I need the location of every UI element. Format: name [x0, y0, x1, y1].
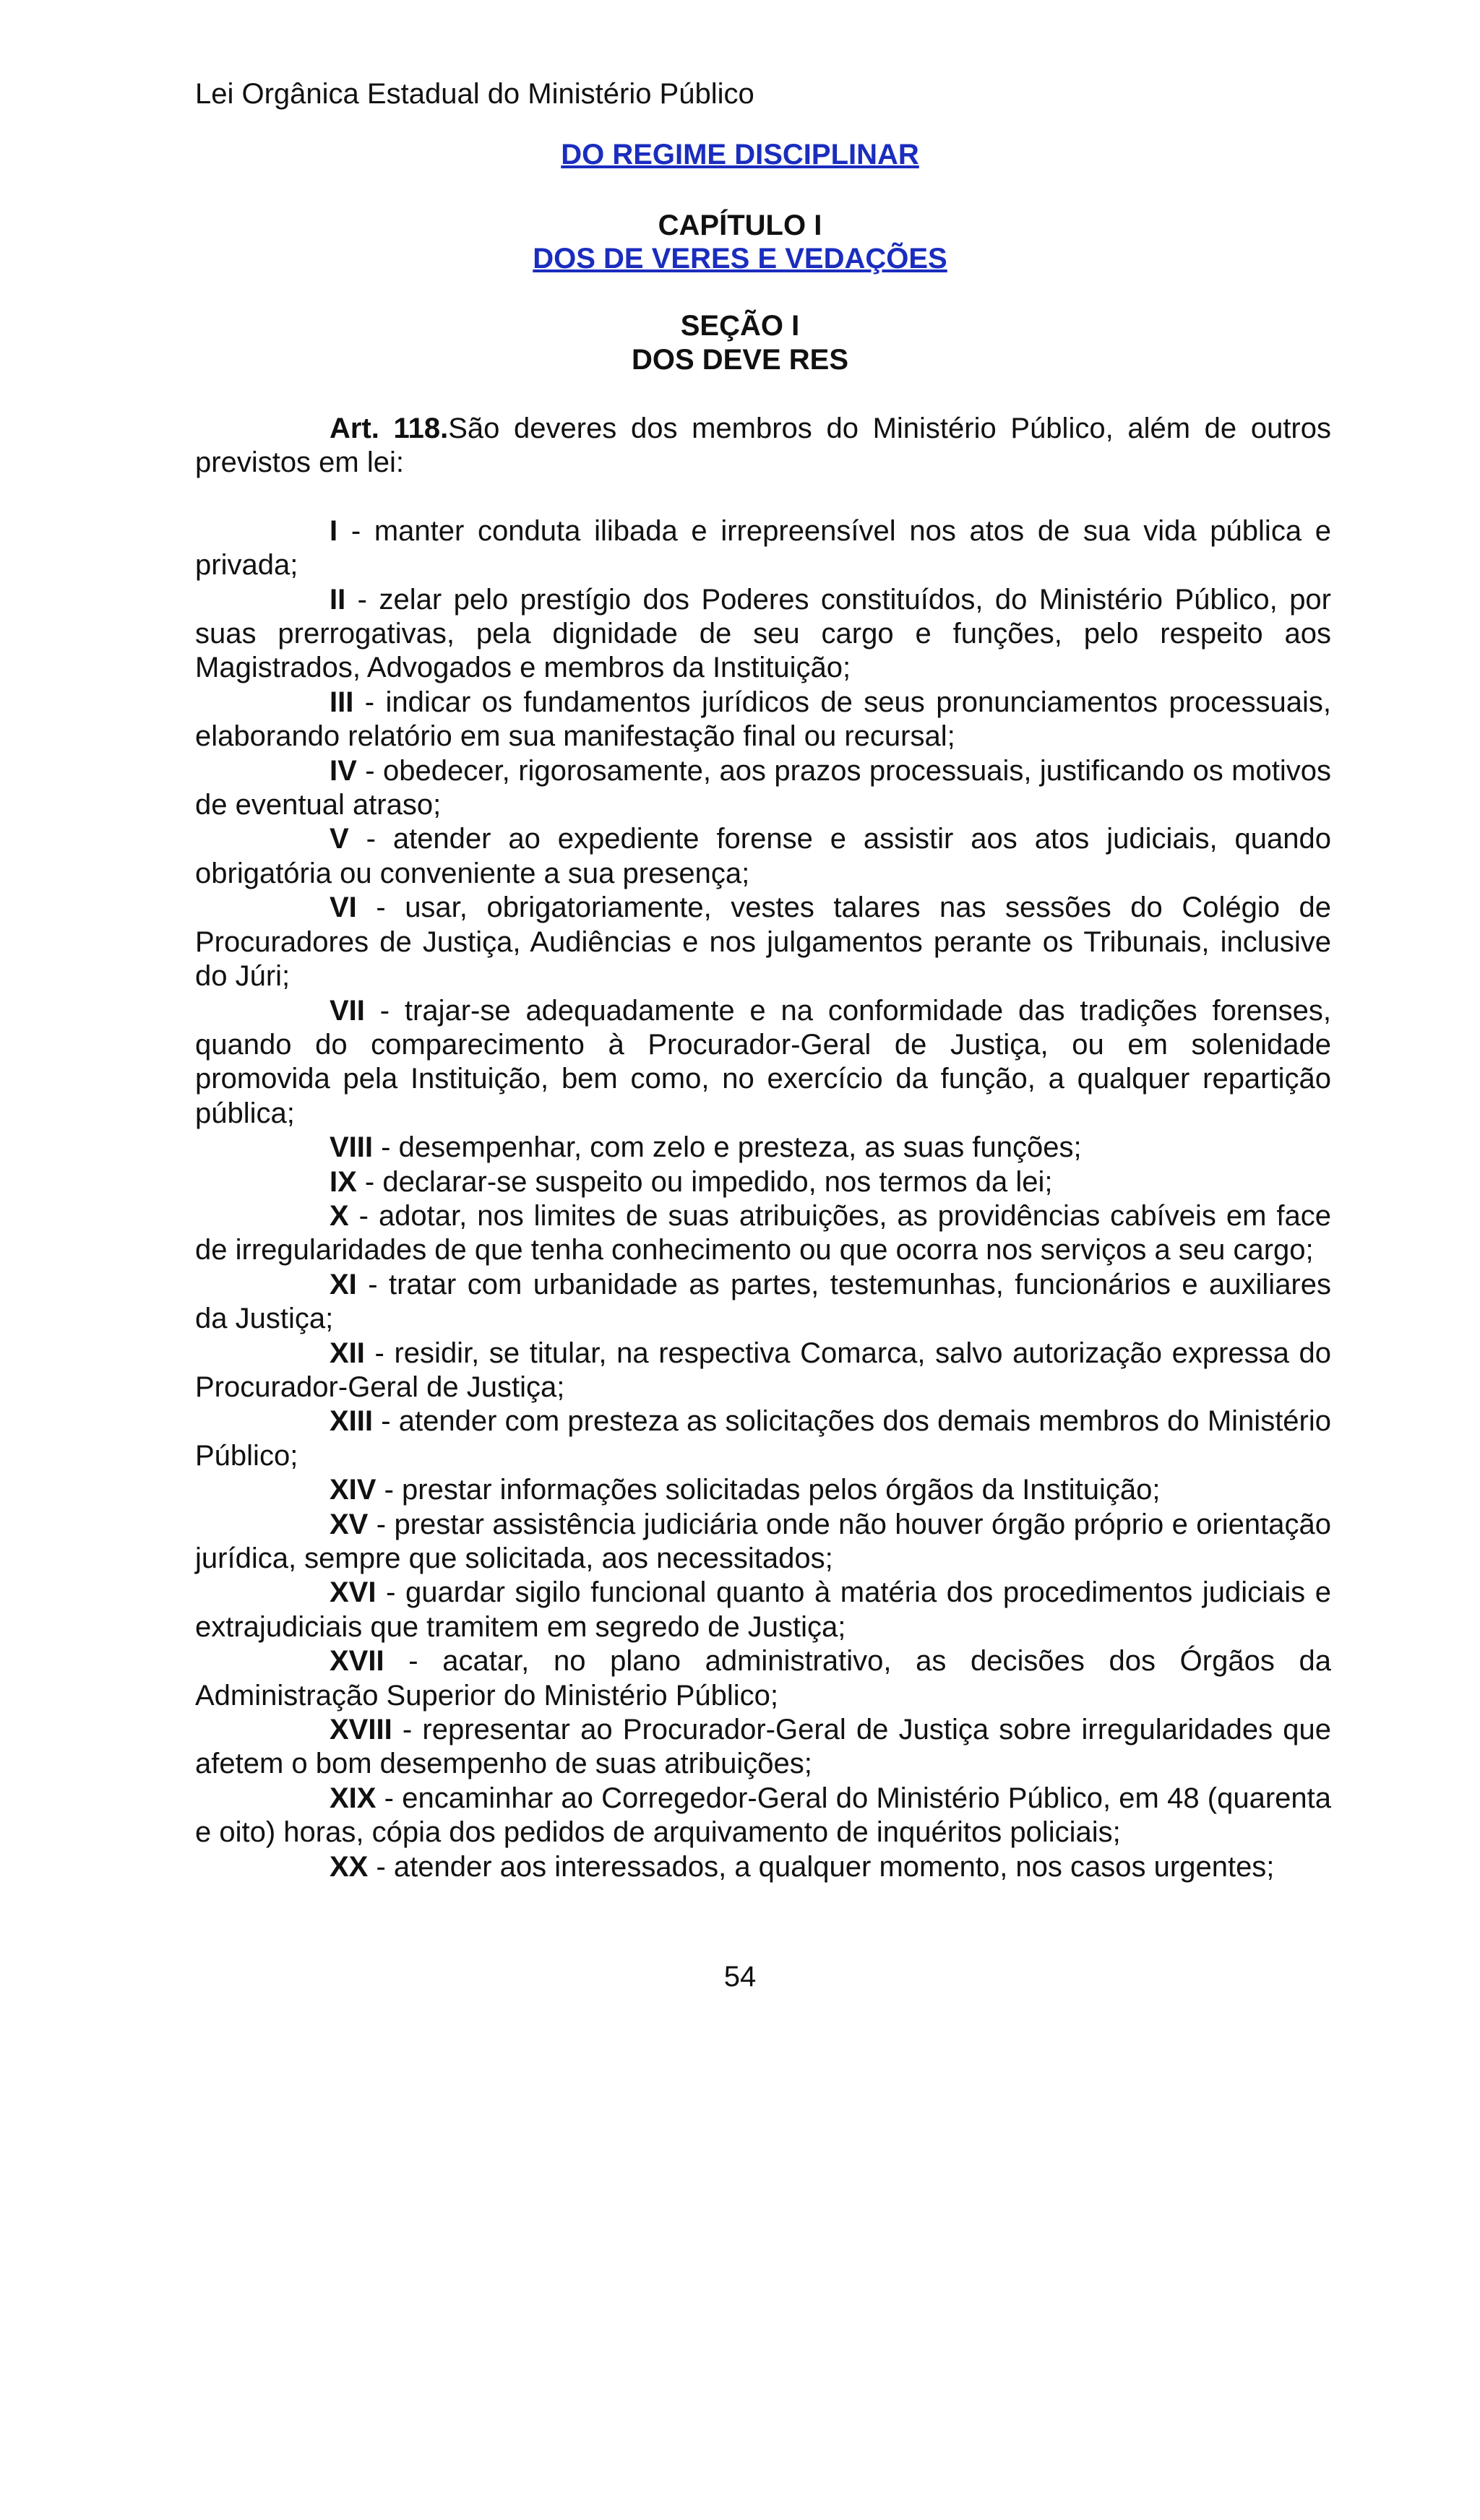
list-item: [195, 891, 1331, 993]
item-number: XIII: [330, 1405, 374, 1438]
article-label: Art. 118.: [330, 413, 449, 444]
item-number: XI: [330, 1268, 357, 1300]
item-text: declarar-se suspeito ou impedido, nos termos da lei;: [382, 1165, 1053, 1198]
item-text: prestar assistência judiciária onde não houver órgão próprio e orientação jurídica, sempre que solicitada, aos necessitados;: [195, 1508, 1332, 1574]
item-number: XVII: [330, 1645, 384, 1678]
item-number: XVIII: [330, 1714, 392, 1746]
item-separator: -: [384, 1645, 443, 1678]
item-text: guardar sigilo funcional quanto à matéria dos procedimentos judiciais e extrajudiciais que tramitem em segredo de Justiça;: [195, 1576, 1332, 1643]
item-separator: -: [348, 1199, 379, 1232]
list-item: [195, 1131, 1331, 1165]
item-text: representar ao Procurador-Geral de Justiça sobre irregularidades que afetem o bom desempenho de suas atribuições;: [195, 1714, 1331, 1780]
list-item: [195, 994, 1331, 1131]
item-text: manter conduta ilibada e irrepreensível nos atos de sua vida pública e privada;: [195, 514, 1332, 582]
item-number: V: [330, 823, 349, 855]
item-number: I: [330, 514, 338, 547]
item-separator: -: [368, 1508, 395, 1540]
item-number: III: [330, 686, 354, 718]
item-text: trajar-se adequadamente e na conformidade das tradições forenses, quando do comparecimento à Procurador-Geral de Justiça, ou em solenidade promovida pela Instituição, bem como, no exercício da função, a qualquer repartição pública;: [195, 994, 1332, 1129]
item-list: [195, 514, 1331, 1884]
chapter-title-row: [0, 241, 1480, 276]
item-text: usar, obrigatoriamente, vestes talares nas sessões do Colégio de Procuradores de Justiça, Audiências e nos julgamentos perante os Tribunais, inclusive do Júri;: [195, 892, 1331, 993]
item-separator: -: [373, 1405, 399, 1438]
section-title-link[interactable]: DO REGIME DISCIPLINAR: [561, 139, 919, 171]
item-number: XIX: [330, 1782, 377, 1814]
item-text: zelar pelo prestígio dos Poderes constituídos, do Ministério Público, por suas prerrogativas, pela dignidade de seu cargo e funções, pelo respeito aos Magistrados, Advogados e membros da Instituição;: [195, 583, 1332, 684]
item-number: XVI: [330, 1576, 377, 1609]
section-name: DOS DEVE RES: [631, 344, 849, 376]
list-item: [195, 514, 1331, 583]
item-text: adotar, nos limites de suas atribuições, as providências cabíveis em face de irregularidades de que tenha conhecimento ou que ocorra nos serviços a seu cargo;: [195, 1199, 1331, 1267]
list-item: [195, 1199, 1331, 1268]
item-separator: -: [368, 1850, 394, 1883]
item-text: prestar informações solicitadas pelos órgãos da Instituição;: [402, 1474, 1161, 1506]
item-separator: -: [353, 686, 386, 718]
item-text: indicar os fundamentos jurídicos de seus pronunciamentos processuais, elaborando relatório em sua manifestação final ou recursal;: [195, 686, 1332, 753]
item-text: residir, se titular, na respectiva Comarca, salvo autorização expressa do Procurador-Geral de Justiça;: [195, 1337, 1332, 1403]
item-separator: -: [356, 1165, 383, 1198]
item-separator: -: [373, 1131, 399, 1164]
item-separator: -: [376, 1782, 403, 1814]
chapter-title-link[interactable]: DOS DE VERES E VEDAÇÕES: [533, 243, 947, 275]
item-separator: -: [376, 1576, 406, 1609]
item-number: X: [330, 1199, 349, 1232]
article-text: São deveres dos membros do Ministério Público, além de outros previstos em lei:: [195, 413, 1331, 479]
list-item: [195, 1337, 1331, 1405]
list-item: [195, 583, 1331, 686]
item-number: VII: [330, 994, 365, 1027]
item-separator: -: [345, 583, 379, 616]
item-number: XII: [330, 1337, 365, 1369]
list-item: [195, 1404, 1331, 1473]
item-number: VI: [330, 892, 357, 924]
article-intro: [195, 412, 1331, 480]
list-item: [195, 1165, 1331, 1199]
list-item: [195, 1782, 1331, 1850]
item-text: obedecer, rigorosamente, aos prazos processuais, justificando os motivos de eventual atraso;: [195, 754, 1331, 821]
item-text: desempenhar, com zelo e presteza, as suas funções;: [398, 1131, 1082, 1164]
item-number: VIII: [330, 1131, 374, 1164]
item-text: atender ao expediente forense e assistir aos atos judiciais, quando obrigatória ou conveniente a sua presença;: [195, 823, 1331, 889]
article-body: [195, 412, 1331, 1884]
list-item: [195, 1850, 1331, 1884]
item-number: IX: [330, 1165, 357, 1198]
item-separator: -: [337, 514, 374, 547]
item-separator: -: [348, 823, 393, 855]
page-number: 54: [723, 1961, 757, 1993]
item-separator: -: [364, 994, 405, 1027]
item-separator: -: [392, 1714, 423, 1746]
list-item: [195, 1268, 1331, 1337]
item-number: XX: [330, 1850, 369, 1883]
list-item: [195, 754, 1331, 823]
list-item: [195, 822, 1331, 891]
item-separator: -: [364, 1337, 395, 1369]
item-text: atender aos interessados, a qualquer momento, nos casos urgentes;: [393, 1850, 1275, 1883]
item-text: tratar com urbanidade as partes, testemunhas, funcionários e auxiliares da Justiça;: [195, 1268, 1332, 1335]
list-item: [195, 686, 1331, 754]
item-number: XIV: [330, 1474, 377, 1506]
item-number: IV: [330, 754, 357, 787]
list-item: [195, 1644, 1331, 1713]
list-item: [195, 1508, 1331, 1576]
list-item: [195, 1576, 1331, 1644]
item-text: encaminhar ao Corregedor-Geral do Ministério Público, em 48 (quarenta e oito) horas, cópia dos pedidos de arquivamento de inquéritos policiais;: [195, 1782, 1331, 1849]
item-text: atender com presteza as solicitações dos demais membros do Ministério Público;: [195, 1405, 1332, 1472]
list-item: [195, 1473, 1331, 1507]
list-item: [195, 1713, 1331, 1782]
chapter-heading: CAPÍTULO I: [658, 210, 822, 241]
item-separator: -: [356, 892, 405, 924]
section-title-row: [0, 137, 1480, 172]
running-header: Lei Orgânica Estadual do Ministério Público: [195, 78, 754, 110]
item-number: II: [330, 583, 346, 616]
item-separator: -: [356, 754, 384, 787]
item-separator: -: [376, 1474, 403, 1506]
section-heading: SEÇÃO I: [680, 310, 800, 342]
item-number: XV: [330, 1508, 369, 1540]
item-text: acatar, no plano administrativo, as decisões dos Órgãos da Administração Superior do Ministério Público;: [195, 1645, 1331, 1712]
item-separator: -: [356, 1268, 389, 1300]
